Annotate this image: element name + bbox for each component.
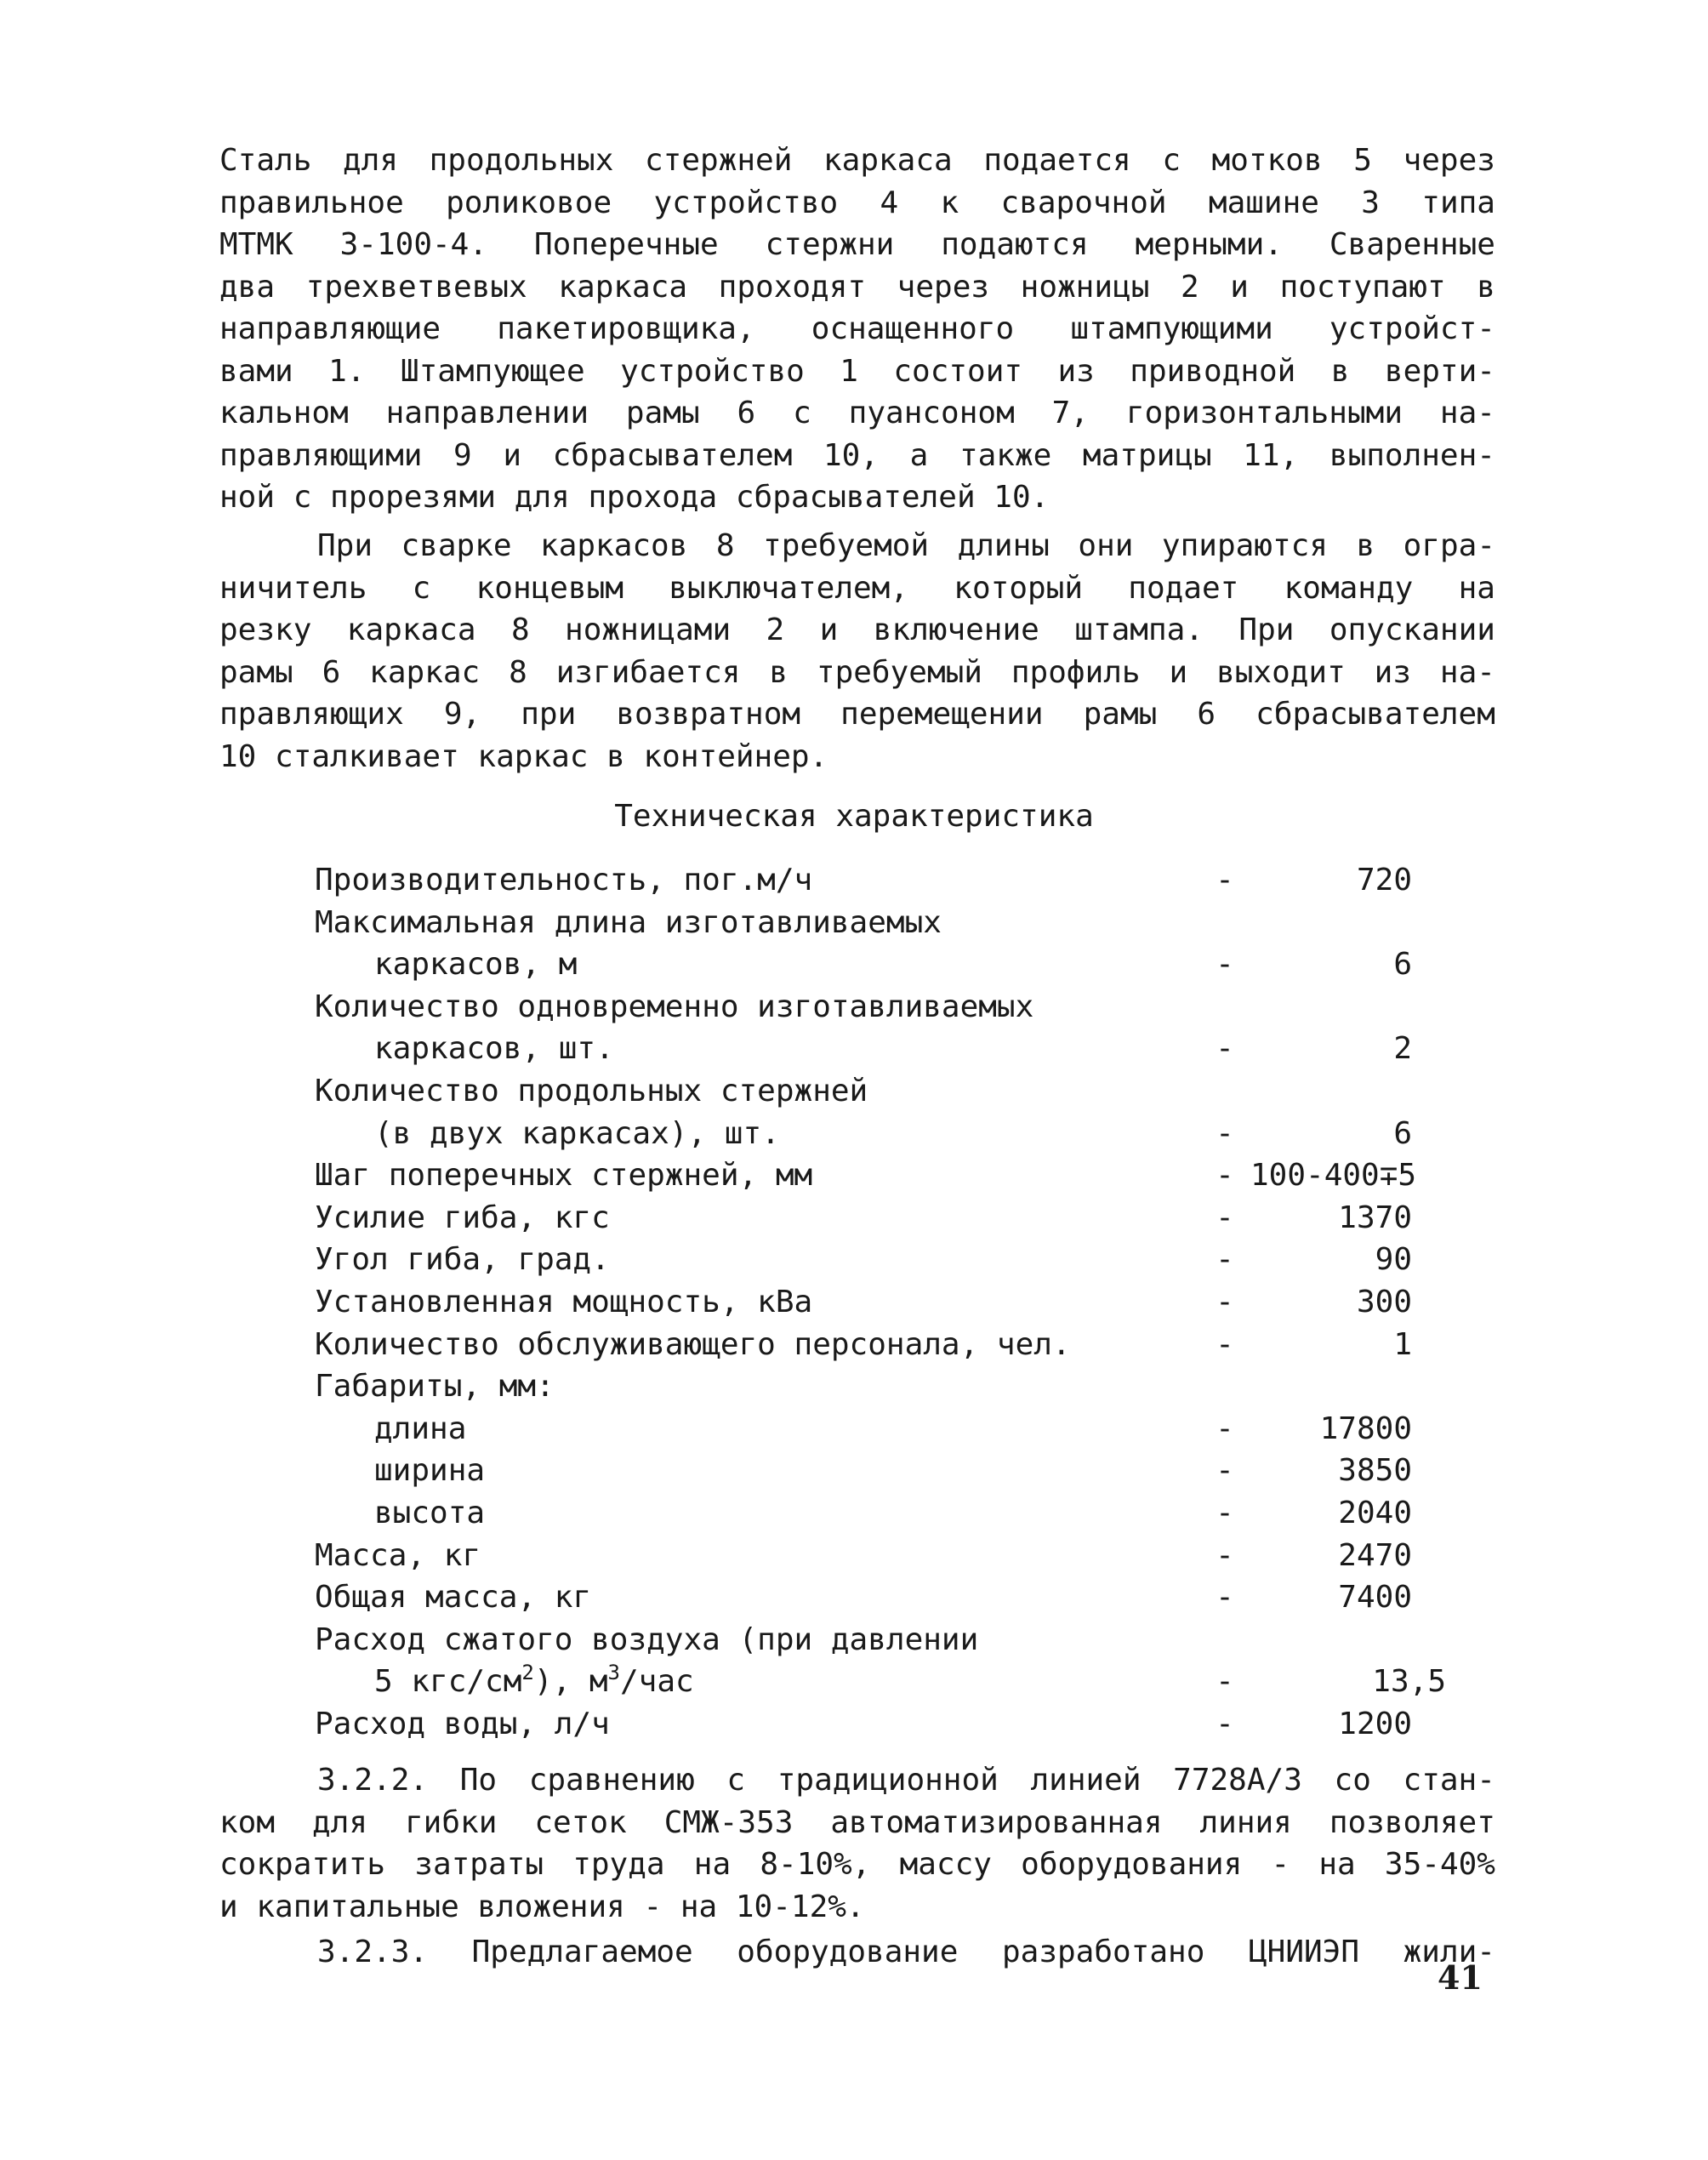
label-part: ), м: [533, 1664, 608, 1700]
word: каркаса: [823, 143, 953, 178]
spec-label: Шаг поперечных стержней, мм: [315, 1158, 813, 1194]
page-number: 41: [1438, 1958, 1483, 1997]
word: сбрасывателем: [1255, 697, 1495, 732]
word: на: [1318, 1847, 1356, 1882]
spec-dash: -: [1216, 1453, 1234, 1489]
word: 2: [1180, 269, 1199, 305]
spec-label: Производительность, пог.м/ч: [315, 863, 813, 898]
word: оборудование: [737, 1935, 959, 1969]
word: штампующими: [1070, 311, 1273, 346]
word: роликовое: [446, 185, 612, 220]
spec-label: (в двух каркасах), шт.: [374, 1115, 780, 1151]
word: в: [769, 654, 789, 690]
word: Штампующее: [400, 353, 585, 389]
spec-row: [315, 1070, 1472, 1113]
word: который: [954, 570, 1084, 606]
spec-dash: -: [1216, 1200, 1234, 1235]
spec-label: Масса, кг: [315, 1537, 481, 1573]
spec-row: [315, 1408, 1472, 1450]
word: поступают: [1279, 269, 1446, 305]
spec-value: 6: [1393, 1115, 1412, 1151]
word: в: [1477, 269, 1495, 305]
word: 3.2.3.: [317, 1935, 429, 1969]
word: с: [793, 396, 811, 430]
text-line: [219, 140, 1495, 182]
text-line: [219, 609, 1495, 652]
text-line: [219, 351, 1495, 393]
text-line: [219, 567, 1495, 610]
text-line: [219, 736, 1495, 778]
spec-label: длина: [374, 1411, 467, 1446]
word: сбрасывателем: [552, 437, 793, 473]
word: с: [1162, 143, 1181, 178]
word: через: [897, 269, 990, 305]
word: автоматизированная: [830, 1804, 1163, 1840]
word: опускании: [1329, 613, 1495, 647]
spec-label: ширина: [374, 1453, 486, 1489]
word: стержней: [644, 143, 793, 178]
word: и: [503, 437, 522, 473]
word: выходит: [1216, 654, 1346, 690]
text-line: [219, 652, 1495, 694]
spec-value: 6: [1393, 947, 1412, 983]
text-line: [219, 1844, 1495, 1886]
spec-label: Установленная мощность, кВа: [315, 1284, 813, 1319]
paragraph-comparison: [219, 1759, 1495, 1928]
paragraph-operation: [219, 525, 1495, 778]
word: 6: [322, 654, 341, 690]
word: рамы: [219, 654, 293, 690]
word: из: [1374, 654, 1412, 690]
word: По: [459, 1763, 498, 1798]
word: включение: [873, 613, 1039, 647]
word: ной с прорезями для прохода сбрасывателей 10.: [219, 480, 1050, 515]
spec-row: [315, 859, 1472, 902]
spec-value: 13,5: [1372, 1664, 1446, 1700]
word: устройст-: [1329, 311, 1495, 346]
word: 6: [1197, 697, 1216, 732]
spec-label: Количество продольных стержней: [315, 1073, 868, 1108]
spec-label: Угол гиба, град.: [315, 1242, 610, 1278]
spec-label: Расход сжатого воздуха (при давлении: [315, 1621, 979, 1657]
spec-row: [315, 902, 1472, 944]
word: Сталь: [219, 143, 312, 178]
word: на: [1458, 570, 1495, 606]
word: 8-10%,: [760, 1847, 871, 1882]
spec-value: 1: [1393, 1326, 1412, 1362]
spec-dash: -: [1216, 1115, 1234, 1151]
spec-label: Общая масса, кг: [315, 1580, 592, 1616]
word: правильное: [219, 185, 404, 220]
word: упираются: [1161, 528, 1328, 563]
word: Предлагаемое: [471, 1935, 693, 1969]
spec-dash: -: [1216, 1411, 1234, 1446]
paragraph-developer: [219, 1931, 1495, 1974]
spec-row: [315, 943, 1472, 986]
word: сократить: [219, 1847, 386, 1882]
spec-label: Расход воды, л/ч: [315, 1706, 610, 1741]
spec-row: [315, 1535, 1472, 1577]
word: 9: [453, 437, 472, 473]
word: в: [1356, 528, 1375, 563]
word: и: [1230, 269, 1249, 305]
word: линией: [1030, 1763, 1142, 1798]
word: 9,: [443, 697, 481, 732]
word: на: [693, 1847, 732, 1882]
spec-value: 1200: [1338, 1706, 1412, 1741]
word: профиль: [1011, 654, 1141, 690]
word: на-: [1439, 654, 1495, 690]
text-line: [219, 1886, 1495, 1929]
word: выключателем,: [669, 570, 909, 606]
word: правляющими: [219, 437, 423, 473]
word: рамы: [1083, 697, 1158, 732]
word: разработано: [1001, 1935, 1205, 1969]
word: с: [412, 570, 431, 606]
spec-dash: -: [1216, 1031, 1234, 1067]
spec-value: 7400: [1338, 1580, 1412, 1616]
word: сварочной: [1000, 185, 1167, 220]
word: два: [219, 269, 276, 305]
word: трехветвевых: [305, 269, 527, 305]
word: матрицы: [1082, 437, 1212, 473]
word: 6: [737, 396, 756, 430]
spec-value: 300: [1356, 1284, 1412, 1319]
word: рамы: [625, 396, 700, 430]
spec-row: [315, 1703, 1472, 1746]
word: позволяет: [1329, 1804, 1495, 1840]
spec-row: [315, 1324, 1472, 1366]
word: выполнен-: [1329, 437, 1495, 473]
spec-value: 2: [1393, 1031, 1412, 1067]
word: со: [1334, 1763, 1371, 1798]
spec-label: [374, 1661, 694, 1703]
spec-value: 17800: [1319, 1411, 1412, 1446]
spec-label: Максимальная длина изготавливаемых: [315, 904, 942, 940]
word: продольных: [429, 143, 614, 178]
word: и: [819, 613, 839, 647]
word: каркас: [369, 654, 481, 690]
word: устройство: [653, 185, 839, 220]
word: каркаса: [558, 269, 688, 305]
word: состоит: [893, 353, 1023, 389]
word: 1: [840, 353, 858, 389]
spec-label: Количество одновременно изготавливаемых: [315, 989, 1034, 1024]
word: направлении: [385, 396, 589, 430]
text-line: [219, 308, 1495, 351]
word: 4: [880, 185, 899, 220]
word: ножницами: [565, 613, 732, 647]
text-line: [219, 525, 1495, 567]
spec-label: каркасов, м: [374, 947, 578, 983]
word: Поперечные: [533, 227, 719, 262]
word: резку: [219, 613, 312, 647]
spec-dash: -: [1216, 1706, 1234, 1741]
word: 8: [715, 528, 735, 563]
word: направляющие: [219, 311, 441, 346]
spec-label: Количество обслуживающего персонала, чел.: [315, 1326, 1071, 1362]
word: линия: [1199, 1804, 1292, 1840]
text-line: [219, 693, 1495, 736]
spec-dash: -: [1216, 1537, 1234, 1573]
text-line: [219, 182, 1495, 225]
spec-row: [315, 1028, 1472, 1070]
word: 2: [766, 613, 785, 647]
superscript: 2: [521, 1661, 534, 1685]
word: сравнению: [528, 1763, 695, 1798]
word: При: [1238, 613, 1295, 647]
word: изгибается: [555, 654, 741, 690]
word: для: [342, 143, 399, 178]
word: ком: [219, 1804, 276, 1840]
spec-row: [315, 1661, 1472, 1703]
word: 10 сталкивает каркас в контейнер.: [219, 738, 828, 774]
spec-label: Усилие гиба, кгс: [315, 1200, 610, 1235]
spec-row: [315, 986, 1472, 1029]
spec-dash: -: [1216, 1580, 1234, 1616]
word: требуемый: [816, 654, 982, 690]
word: сеток: [534, 1804, 627, 1840]
spec-dash: -: [1216, 1664, 1234, 1700]
word: верти-: [1384, 353, 1495, 389]
word: в: [1330, 353, 1350, 389]
word: к: [940, 185, 959, 220]
word: устройство: [620, 353, 805, 389]
word: 7,: [1051, 396, 1089, 430]
word: СМЖ-353: [663, 1804, 794, 1840]
word: подается: [983, 143, 1131, 178]
word: Сваренные: [1329, 227, 1495, 262]
word: традиционной: [777, 1763, 999, 1798]
spec-value: 1370: [1338, 1200, 1412, 1235]
spec-row: [315, 1113, 1472, 1155]
word: пакетировщика,: [497, 311, 755, 346]
word: ЦНИИЭП: [1248, 1935, 1360, 1969]
word: ножницы: [1020, 269, 1150, 305]
word: массу: [899, 1847, 992, 1882]
word: мотков: [1211, 143, 1323, 178]
word: подает: [1128, 570, 1239, 606]
word: труда: [572, 1847, 665, 1882]
word: проходят: [718, 269, 867, 305]
text-line: [219, 1759, 1495, 1802]
word: 1.: [328, 353, 366, 389]
word: машине: [1208, 185, 1319, 220]
word: вами: [219, 353, 293, 389]
word: команду: [1284, 570, 1414, 606]
word: каркаса: [346, 613, 476, 647]
word: также: [959, 437, 1052, 473]
spec-row: [315, 1197, 1472, 1240]
paragraph-description: [219, 140, 1495, 519]
word: требуемой: [763, 528, 930, 563]
text-line: [219, 392, 1495, 435]
word: возвратном: [616, 697, 801, 732]
word: типа: [1421, 185, 1495, 220]
text-line: [219, 1931, 1495, 1974]
spec-dash: -: [1216, 1495, 1234, 1530]
word: 7728А/3: [1173, 1763, 1302, 1798]
spec-value: 2470: [1338, 1537, 1412, 1573]
word: перемещении: [840, 697, 1044, 732]
word: оборудования: [1021, 1847, 1243, 1882]
spec-dash: -: [1216, 947, 1234, 983]
word: 3.2.2.: [317, 1763, 429, 1798]
word: 8: [509, 654, 527, 690]
superscript: 3: [607, 1661, 620, 1685]
label-part: /час: [620, 1664, 694, 1700]
word: стан-: [1403, 1763, 1495, 1798]
word: через: [1403, 143, 1495, 178]
word: стержни: [765, 227, 895, 262]
spec-row: [315, 1450, 1472, 1492]
word: 10,: [823, 437, 880, 473]
spec-row: [315, 1365, 1472, 1408]
word: 35-40%: [1384, 1847, 1495, 1882]
word: при: [521, 697, 577, 732]
word: 3: [1361, 185, 1380, 220]
word: с: [726, 1763, 746, 1798]
spec-dash: -: [1216, 1242, 1234, 1278]
word: пуансоном: [848, 396, 1015, 430]
word: длины: [957, 528, 1050, 563]
word: сварке: [401, 528, 512, 563]
word: для: [312, 1804, 368, 1840]
word: гибки: [405, 1804, 498, 1840]
word: огра-: [1403, 528, 1495, 563]
label-part: 5 кгс/см: [374, 1664, 522, 1700]
spec-row: [315, 1239, 1472, 1281]
word: подаются: [941, 227, 1089, 262]
word: а: [909, 437, 929, 473]
text-line: [219, 266, 1495, 309]
word: штампа.: [1074, 613, 1204, 647]
text-line: [219, 476, 1495, 519]
word: приводной: [1130, 353, 1296, 389]
spec-row: [315, 1281, 1472, 1324]
word: и капитальные вложения - на 10-12%.: [219, 1889, 865, 1924]
word: каркасов: [540, 528, 688, 563]
text-line: [219, 1802, 1495, 1844]
word: При: [317, 528, 373, 563]
word: и: [1169, 654, 1188, 690]
spec-value: 2040: [1338, 1495, 1412, 1530]
spec-label: каркасов, шт.: [374, 1031, 614, 1067]
word: правляющих: [219, 697, 404, 732]
spec-dash: -: [1216, 863, 1234, 898]
word: 5: [1353, 143, 1372, 178]
spec-heading: Техническая характеристика: [614, 799, 1094, 834]
word: затраты: [414, 1847, 544, 1882]
spec-row: [315, 1619, 1472, 1661]
word: 8: [510, 613, 530, 647]
word: МТМК: [219, 227, 293, 262]
word: жили-: [1403, 1935, 1495, 1969]
spec-dash: -: [1216, 1158, 1234, 1194]
spec-value: 3850: [1338, 1453, 1412, 1489]
word: они: [1078, 528, 1134, 563]
spec-value: 720: [1356, 863, 1412, 898]
spec-row: [315, 1154, 1472, 1197]
word: на-: [1439, 396, 1495, 430]
spec-dash: -: [1216, 1326, 1234, 1362]
word: ничитель: [219, 570, 367, 606]
spec-value: 90: [1375, 1242, 1412, 1278]
word: -: [1271, 1847, 1290, 1882]
spec-dash: -: [1216, 1284, 1234, 1319]
word: из: [1057, 353, 1095, 389]
word: кальном: [219, 396, 349, 430]
spec-row: [315, 1492, 1472, 1535]
word: горизонтальными: [1125, 396, 1403, 430]
spec-label: высота: [374, 1495, 486, 1530]
word: оснащенного: [811, 311, 1015, 346]
word: концевым: [475, 570, 623, 606]
spec-value: 100-400∓5: [1250, 1158, 1417, 1194]
text-line: [219, 435, 1495, 477]
spec-row: [315, 1576, 1472, 1619]
spec-label: Габариты, мм:: [315, 1369, 555, 1405]
spec-table: [315, 859, 1472, 1745]
word: 3-100-4.: [339, 227, 488, 262]
text-line: [219, 224, 1495, 266]
word: мерными.: [1135, 227, 1283, 262]
word: 11,: [1243, 437, 1299, 473]
